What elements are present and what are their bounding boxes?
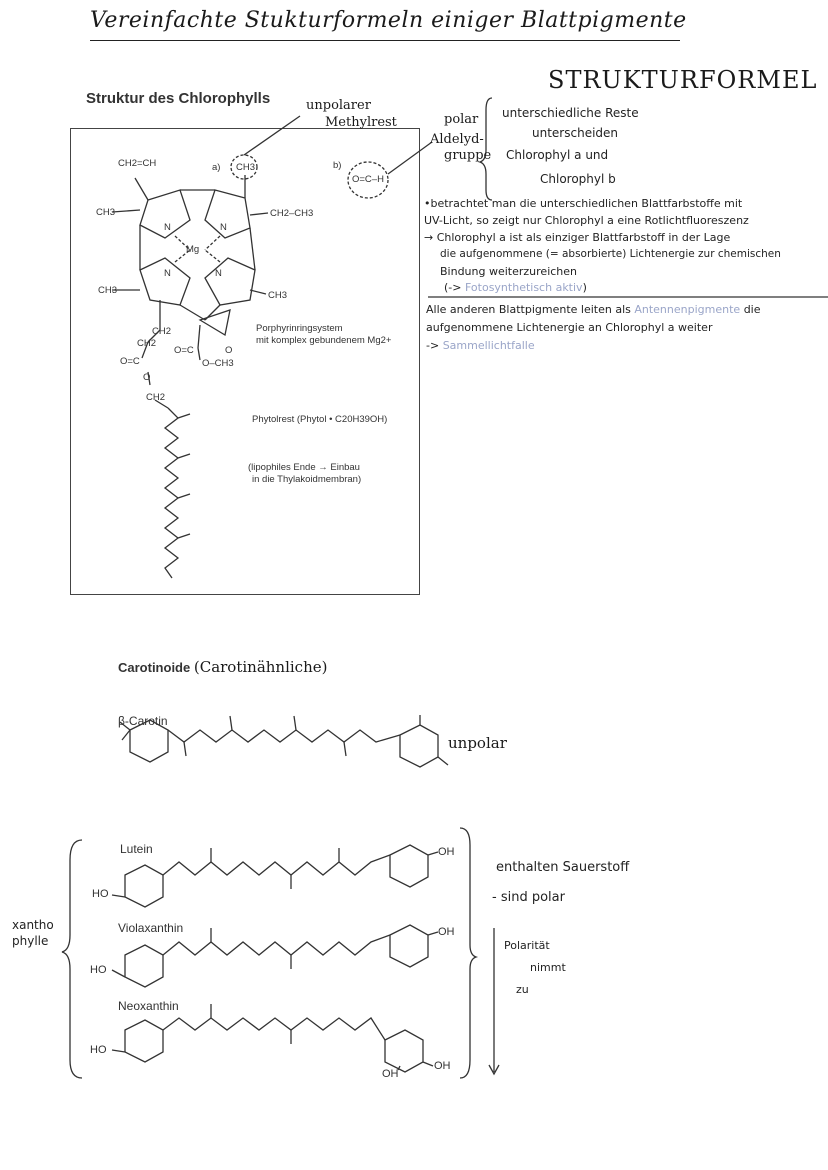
unpolar-label: unpolar: [448, 734, 507, 752]
xantho-label-2: phylle: [12, 934, 49, 948]
ho-neoxanthin: HO: [90, 1044, 107, 1056]
lutein-label: Lutein: [120, 842, 153, 856]
oh-violaxanthin: OH: [438, 926, 455, 938]
carotinoide-heading: [118, 658, 327, 676]
phytol-label: Phytolrest (Phytol • C20H39OH): [252, 414, 388, 425]
lipophil-label-1: (lipophiles Ende → Einbau: [248, 462, 360, 473]
note-line-7: [426, 302, 761, 317]
porphyrin-label-2: mit komplex gebundenem Mg2+: [256, 335, 392, 346]
note-line-7-pre: Alle anderen Blattpigmente leiten als: [426, 303, 631, 316]
polar-note: polar: [444, 112, 479, 127]
aldehyd-note-1: Aldelyd-: [430, 132, 484, 147]
note-line-6-highlight: Fotosynthetisch aktiv: [464, 281, 583, 294]
note-line-7-post: die: [743, 303, 761, 316]
reste-note-1: unterschiedliche Reste: [502, 106, 639, 120]
neoxanthin-label: Neoxanthin: [118, 999, 179, 1013]
beta-carotin-label: β-Carotin: [118, 714, 168, 728]
o2-label: O: [225, 345, 233, 356]
note-line-7-highlight: Antennenpigmente: [634, 303, 741, 316]
reste-note-4: Chlorophyl b: [540, 172, 616, 186]
carotinoide-heading-hand: (Carotinähnliche): [193, 658, 328, 676]
ch3-circle-label: CH3: [236, 162, 256, 173]
aldehyd-note-2: gruppe: [444, 148, 492, 163]
note-line-9-highlight: Sammellichtfalle: [442, 339, 535, 352]
note-line-2: UV-Licht, so zeigt nur Chlorophyl a eine Rotlichtfluoreszenz: [424, 214, 749, 227]
subtitle: STRUKTURFORMEL: [548, 66, 818, 94]
n3-label: N: [164, 268, 171, 279]
n2-label: N: [220, 222, 227, 233]
note-line-3: → Chlorophyl a ist als einziger Blattfarbstoff in der Lage: [424, 231, 731, 244]
ho-violaxanthin: HO: [90, 964, 107, 976]
ch3-left-label: CH3: [96, 207, 116, 218]
n4-label: N: [215, 268, 222, 279]
note-line-9: [426, 338, 535, 353]
note-line-5: Bindung weiterzureichen: [440, 265, 578, 278]
polaritaet-label-3: zu: [516, 983, 529, 996]
pyrrole-ring-2: [205, 190, 250, 238]
methyl-note: Methylrest: [325, 115, 397, 130]
aldehyde-label: O=C–H: [352, 174, 384, 185]
carotinoide-heading-print: Carotinoide: [118, 660, 191, 675]
beta-carotene-ring-right: [400, 725, 438, 767]
pyrrole-ring-4: [205, 258, 255, 305]
oc1-label: O=C: [120, 356, 140, 367]
chlorophyll-heading: Struktur des Chlorophylls: [86, 90, 271, 107]
note-line-8: aufgenommene Lichtenergie an Chlorophyl a weiter: [426, 321, 713, 334]
ch2c-label: CH2: [146, 392, 166, 403]
note-line-1: •betrachtet man die unterschiedlichen Blattfarbstoffe mit: [424, 197, 743, 210]
reste-note-3: Chlorophyl a und: [506, 148, 609, 162]
note-line-6: [444, 280, 587, 295]
page-title: Vereinfachte Stukturformeln einiger Blattpigmente: [90, 8, 687, 33]
note-line-4: die aufgenommene (= absorbierte) Lichtenergie zur chemischen: [440, 248, 781, 260]
label-a: a): [212, 162, 221, 173]
mg-label: Mg: [186, 244, 200, 255]
polaritaet-label-1: Polarität: [504, 939, 550, 952]
label-b: b): [333, 160, 342, 171]
note-line-9-pre: ->: [426, 339, 440, 352]
violaxanthin-label: Violaxanthin: [118, 921, 184, 935]
oh-lutein: OH: [438, 846, 455, 858]
ch2a-label: CH2: [152, 326, 172, 337]
ch2b-label: CH2: [137, 338, 157, 349]
lipophil-label-2: in die Thylakoidmembran): [252, 474, 362, 485]
o1-label: O: [143, 372, 151, 383]
unpolar-note: unpolarer: [306, 98, 371, 113]
oh-neoxanthin-right: OH: [434, 1060, 451, 1072]
och3-label: O–CH3: [202, 358, 234, 369]
ch3-right-label: CH3: [268, 290, 288, 301]
ch2ch3-label: CH2–CH3: [270, 208, 314, 219]
porphyrin-label-1: Porphyrinringsystem: [256, 323, 343, 334]
polaritaet-label-2: nimmt: [530, 961, 566, 974]
ho-lutein: HO: [92, 888, 109, 900]
n1-label: N: [164, 222, 171, 233]
note-line-6-post: ): [582, 281, 587, 294]
xantho-label-1: xantho: [12, 918, 54, 932]
ch3-left2-label: CH3: [98, 285, 118, 296]
sauerstoff-label: enthalten Sauerstoff: [496, 860, 630, 875]
note-line-6-pre: (->: [444, 281, 462, 294]
oc2-label: O=C: [174, 345, 194, 356]
ch2ch-label: CH2=CH: [118, 158, 157, 169]
reste-note-2: unterscheiden: [532, 126, 619, 140]
oh-neoxanthin-bottom: OH: [382, 1068, 399, 1080]
pyrrole-ring-3: [140, 258, 190, 305]
polar-label: - sind polar: [492, 890, 565, 905]
